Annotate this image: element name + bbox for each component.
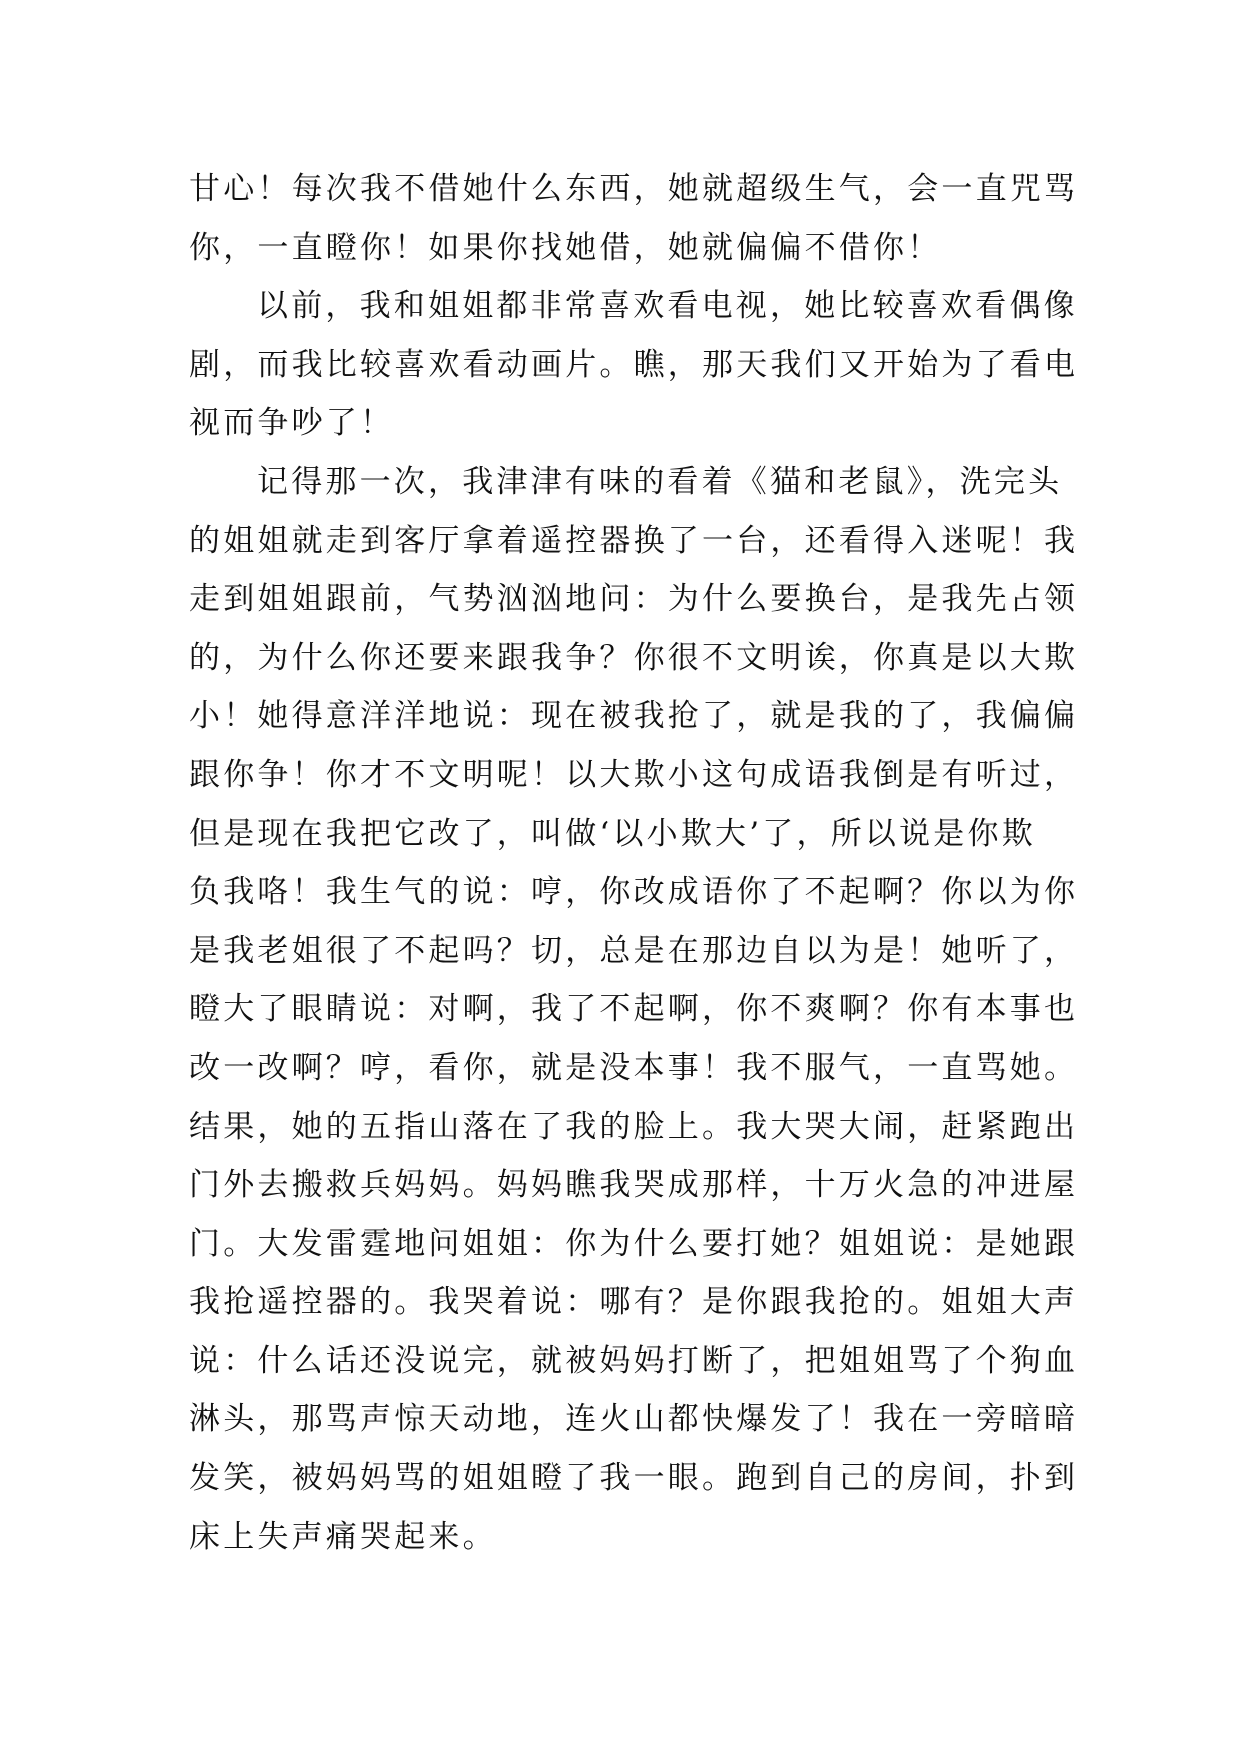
text-line: 跟你争！你才不文明呢！以大欺小这句成语我倒是有听过， xyxy=(189,756,1079,793)
text-line: 发笑，被妈妈骂的姐姐瞪了我一眼。跑到自己的房间，扑到 xyxy=(189,1460,1079,1497)
text-line: 门。大发雷霆地问姐姐：你为什么要打她？姐姐说：是她跟 xyxy=(189,1225,1079,1262)
text-line: 小！她得意洋洋地说：现在被我抢了，就是我的了，我偏偏 xyxy=(189,698,1079,735)
text-line: 床上失声痛哭起来。 xyxy=(189,1518,497,1555)
body-text xyxy=(189,160,1079,1566)
text-line: 结果，她的五指山落在了我的脸上。我大哭大闹，赶紧跑出 xyxy=(189,1108,1079,1145)
text-line: 门外去搬救兵妈妈。妈妈瞧我哭成那样，十万火急的冲进屋 xyxy=(189,1167,1079,1204)
paragraph-start-line: 记得那一次，我津津有味的看着《猫和老鼠》，洗完头 xyxy=(257,463,1063,500)
text-line: 是我老姐很了不起吗？切，总是在那边自以为是！她听了， xyxy=(189,932,1079,969)
text-line: 的姐姐就走到客厅拿着遥控器换了一台，还看得入迷呢！我 xyxy=(189,522,1079,559)
text-line: 视而争吵了！ xyxy=(189,405,395,442)
text-line: 改一改啊？哼，看你，就是没本事！我不服气，一直骂她。 xyxy=(189,1049,1079,1086)
text-line: 走到姐姐跟前，气势汹汹地问：为什么要换台，是我先占领 xyxy=(189,581,1079,618)
text-line: 说：什么话还没说完，就被妈妈打断了，把姐姐骂了个狗血 xyxy=(189,1342,1079,1379)
text-line: 剧，而我比较喜欢看动画片。瞧，那天我们又开始为了看电 xyxy=(189,346,1079,383)
text-line: 但是现在我把它改了，叫做‘以小欺大’了，所以说是你欺 xyxy=(189,815,1036,852)
text-line: 淋头，那骂声惊天动地，连火山都快爆发了！我在一旁暗暗 xyxy=(189,1401,1079,1438)
text-line: 负我咯！我生气的说：哼，你改成语你了不起啊？你以为你 xyxy=(189,874,1079,911)
paragraph-start-line: 以前，我和姐姐都非常喜欢看电视，她比较喜欢看偶像 xyxy=(257,288,1078,325)
text-line: 甘心！每次我不借她什么东西，她就超级生气，会一直咒骂 xyxy=(189,171,1079,207)
text-line: 你，一直瞪你！如果你找她借，她就偏偏不借你！ xyxy=(189,229,942,266)
text-line: 我抢遥控器的。我哭着说：哪有？是你跟我抢的。姐姐大声 xyxy=(189,1284,1079,1321)
text-line: 瞪大了眼睛说：对啊，我了不起啊，你不爽啊？你有本事也 xyxy=(189,991,1079,1028)
text-line: 的，为什么你还要来跟我争？你很不文明诶，你真是以大欺 xyxy=(189,639,1079,676)
